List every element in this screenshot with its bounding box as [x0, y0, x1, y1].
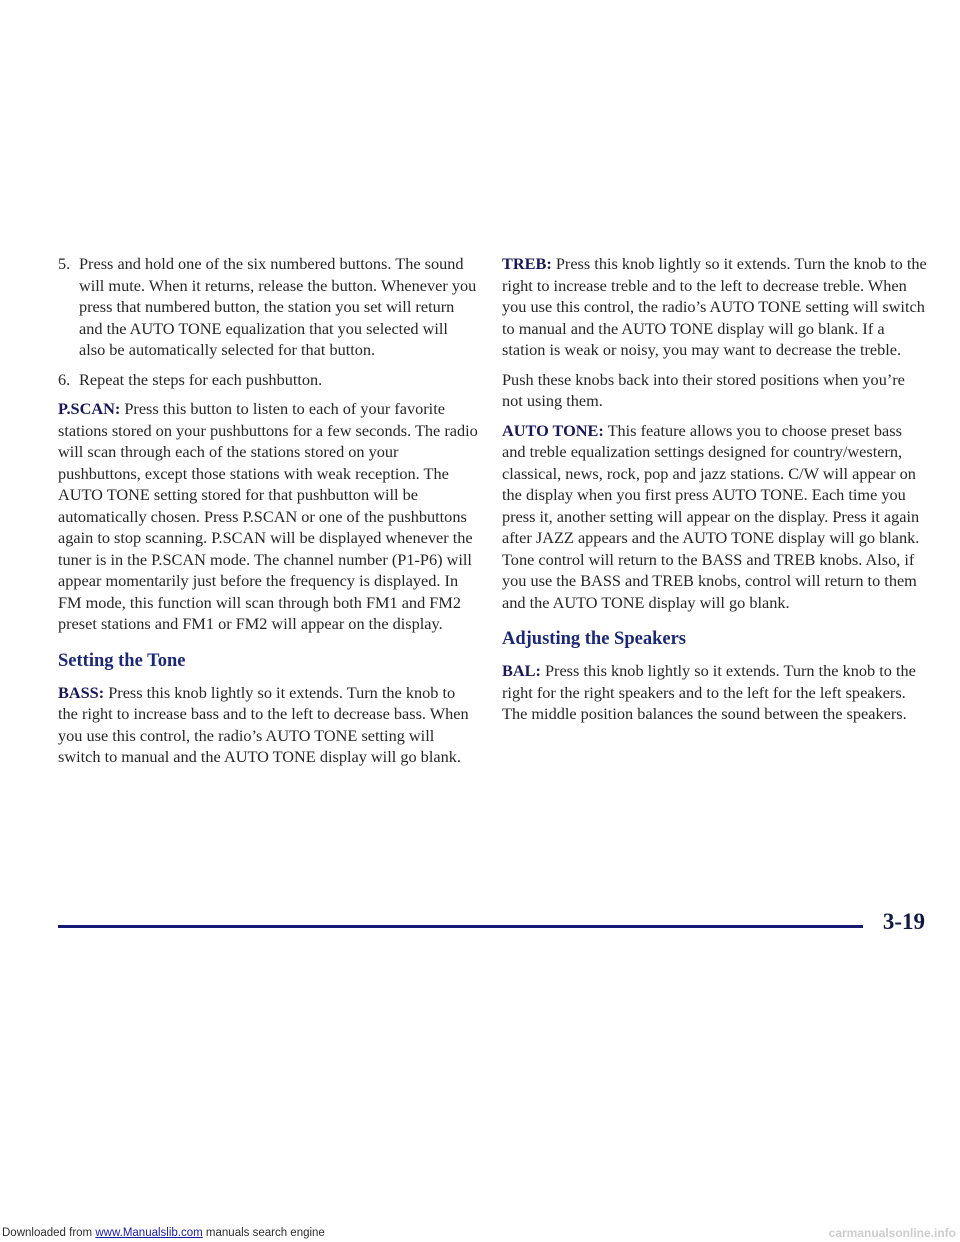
bal-paragraph: [502, 660, 927, 725]
bal-term: BAL:: [502, 661, 541, 680]
manualslib-link[interactable]: www.Manualslib.com: [95, 1227, 203, 1239]
bass-term: BASS:: [58, 682, 105, 702]
adjusting-speakers-heading: Adjusting the Speakers: [502, 629, 686, 649]
list-item-number: 6.: [58, 369, 71, 389]
list-item-number: 5.: [58, 254, 71, 273]
autotone-description: This feature allows you to choose preset bass and treble equalization settings designed for country/western, classical, news, rock, pop and jazz stations. C/W will appear on the display when you first press AUTO TONE. Each time you press it, another setting will appear on the display. Press it again after JAZZ appears and the AUTO TONE display will go blank. Tone control will return to the BASS and TREB knobs. Also, if you use the BASS and TREB knobs, control will return to them and the AUTO TONE display will go blank.: [502, 420, 920, 612]
push-knobs-paragraph: Push these knobs back into their stored positions when you’re not using them.: [502, 369, 905, 410]
pscan-term: P.SCAN:: [58, 399, 121, 418]
setting-tone-heading: Setting the Tone: [58, 650, 186, 671]
list-item-5: [58, 253, 478, 361]
watermark: carmanualsonline.info: [828, 1226, 956, 1240]
list-item-text: Repeat the steps for each pushbutton.: [79, 369, 323, 389]
page-number: 3-19: [882, 909, 925, 934]
pscan-paragraph: [58, 398, 478, 635]
footer-suffix: manuals search engine: [205, 1227, 325, 1239]
pscan-description: Press this button to listen to each of your favorite stations stored on your pushbuttons for a few seconds. The radio will scan through each of the stations stored on your pushbuttons, except those stations with weak reception. The AUTO TONE setting stored for that pushbutton will be automatically chosen. Press P.SCAN or one of the pushbuttons again to stop scanning. P.SCAN will be displayed whenever the tuner is in the P.SCAN mode. The channel number (P1-P6) will appear momentarily just before the frequency is displayed. In FM mode, this function will scan through both FM1 and FM2 preset stations and FM1 or FM2 will appear on the display.: [58, 399, 478, 633]
autotone-paragraph: [502, 420, 927, 614]
bass-description: Press this knob lightly so it extends. Turn the knob to the right to increase bass and to the left to decrease bass. When you use this control, the radio’s AUTO TONE setting will switch to manual and the AUTO TONE display will go blank.: [58, 682, 469, 766]
page-rule: [58, 925, 863, 928]
list-item-6: [58, 369, 478, 391]
bal-description: Press this knob lightly so it extends. Turn the knob to the right for the right speakers and to the left for the left speakers. The middle position balances the sound between the speakers.: [502, 661, 916, 723]
footer-prefix: Downloaded from: [2, 1227, 93, 1239]
right-column: [502, 253, 927, 733]
treb-paragraph: [502, 253, 927, 361]
download-footer: [2, 1227, 325, 1239]
left-column: [58, 253, 478, 776]
treb-term: TREB:: [502, 254, 552, 273]
bass-paragraph: [58, 682, 478, 768]
list-item-text: Press and hold one of the six numbered buttons. The sound will mute. When it returns, release the button. Whenever you press that numbered button, the station you set will return and the AUTO TONE equalization that you selected will also be automatically selected for that button.: [79, 254, 477, 359]
autotone-term: AUTO TONE:: [502, 420, 604, 440]
treb-description: Press this knob lightly so it extends. Turn the knob to the right to increase treble and to the left to decrease treble. When you use this control, the radio’s AUTO TONE setting will switch to manual and the AUTO TONE display will go blank. If a station is weak or noisy, you may want to decrease the treble.: [502, 254, 927, 359]
